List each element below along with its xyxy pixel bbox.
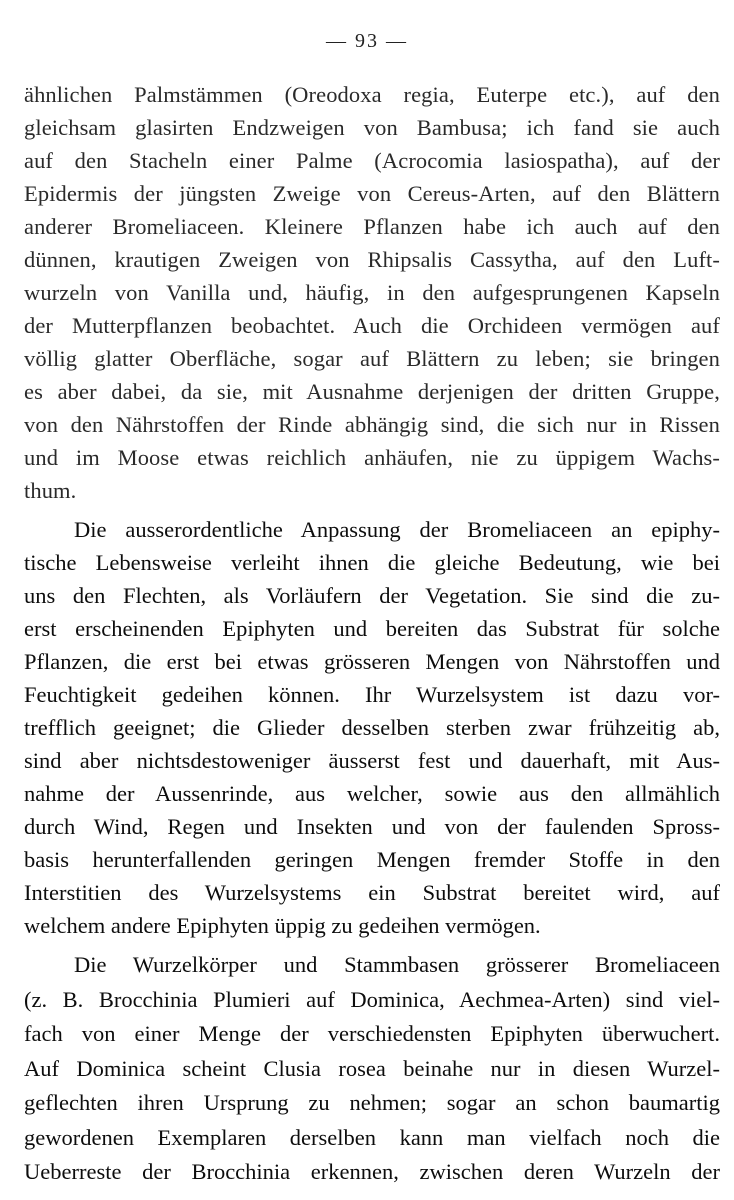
text-line: basis herunterfallenden geringen Mengen fremder Stoffe in den	[24, 847, 720, 872]
text-line: der Mutterpflanzen beobachtet. Auch die Orchideen vermögen auf	[24, 313, 720, 338]
text-line: Auf Dominica scheint Clusia rosea beinahe nur in diesen Wurzel-	[24, 1055, 720, 1081]
text-line: (z. B. Brocchinia Plumieri auf Dominica, Aechmea-Arten) sind viel-	[24, 986, 720, 1012]
text-line: gleichsam glasirten Endzweigen von Bambusa; ich fand sie auch	[24, 115, 720, 140]
text-line: Feuchtigkeit gedeihen können. Ihr Wurzelsystem ist dazu vor-	[24, 682, 720, 707]
text-line: gewordenen Exemplaren derselben kann man vielfach noch die	[24, 1124, 720, 1150]
text-line: fach von einer Menge der verschiedensten Epiphyten überwuchert.	[24, 1021, 720, 1046]
text-line: uns den Flechten, als Vorläufern der Vegetation. Sie sind die zu-	[24, 583, 720, 608]
paragraph-1	[24, 78, 720, 507]
text-line: ähnlichen Palmstämmen (Oreodoxa regia, Euterpe etc.), auf den	[24, 82, 720, 107]
text-body	[24, 78, 720, 1190]
text-line: nahme der Aussenrinde, aus welcher, sowie aus den allmählich	[24, 781, 720, 806]
text-line: erst erscheinenden Epiphyten und bereiten das Substrat für solche	[24, 616, 720, 641]
text-line: Interstitien des Wurzelsystems ein Substrat bereitet wird, auf	[24, 880, 720, 905]
text-line: trefflich geeignet; die Glieder desselben sterben zwar frühzeitig ab,	[24, 715, 720, 740]
text-line: Ueberreste der Brocchinia erkennen, zwischen deren Wurzeln der	[24, 1159, 720, 1184]
page-number: — 93 —	[326, 30, 408, 52]
text-line: welchem andere Epiphyten üppig zu gedeihen vermögen.	[24, 913, 541, 938]
text-line: Die Wurzelkörper und Stammbasen grösserer Bromeliaceen	[74, 952, 720, 977]
text-line: durch Wind, Regen und Insekten und von der faulenden Spross-	[24, 814, 720, 839]
text-line: Die ausserordentliche Anpassung der Bromeliaceen an epiphy-	[74, 517, 720, 542]
text-line: von den Nährstoffen der Rinde abhängig sind, die sich nur in Rissen	[24, 412, 720, 437]
text-line: geflechten ihren Ursprung zu nehmen; sogar an schon baumartig	[24, 1090, 720, 1115]
text-line: Pflanzen, die erst bei etwas grösseren Mengen von Nährstoffen und	[24, 649, 720, 674]
paragraph-2	[24, 513, 720, 942]
text-line: völlig glatter Oberfläche, sogar auf Blättern zu leben; sie bringen	[24, 346, 720, 371]
text-line: anderer Bromeliaceen. Kleinere Pflanzen habe ich auch auf den	[24, 214, 720, 239]
paragraph-3	[24, 948, 720, 1190]
text-line: es aber dabei, da sie, mit Ausnahme derjenigen der dritten Gruppe,	[24, 379, 720, 404]
text-line: Epidermis der jüngsten Zweige von Cereus-Arten, auf den Blättern	[24, 181, 720, 206]
text-line: tische Lebensweise verleiht ihnen die gleiche Bedeutung, wie bei	[24, 550, 720, 575]
text-line: sind aber nichtsdestoweniger äusserst fest und dauerhaft, mit Aus-	[24, 748, 720, 773]
text-line: wurzeln von Vanilla und, häufig, in den aufgesprungenen Kapseln	[24, 280, 720, 305]
text-line: thum.	[24, 478, 77, 503]
text-line: auf den Stacheln einer Palme (Acrocomia lasiospatha), auf der	[24, 148, 720, 173]
text-line: und im Moose etwas reichlich anhäufen, nie zu üppigem Wachs-	[24, 445, 720, 470]
text-line: dünnen, krautigen Zweigen von Rhipsalis Cassytha, auf den Luft-	[24, 247, 720, 272]
